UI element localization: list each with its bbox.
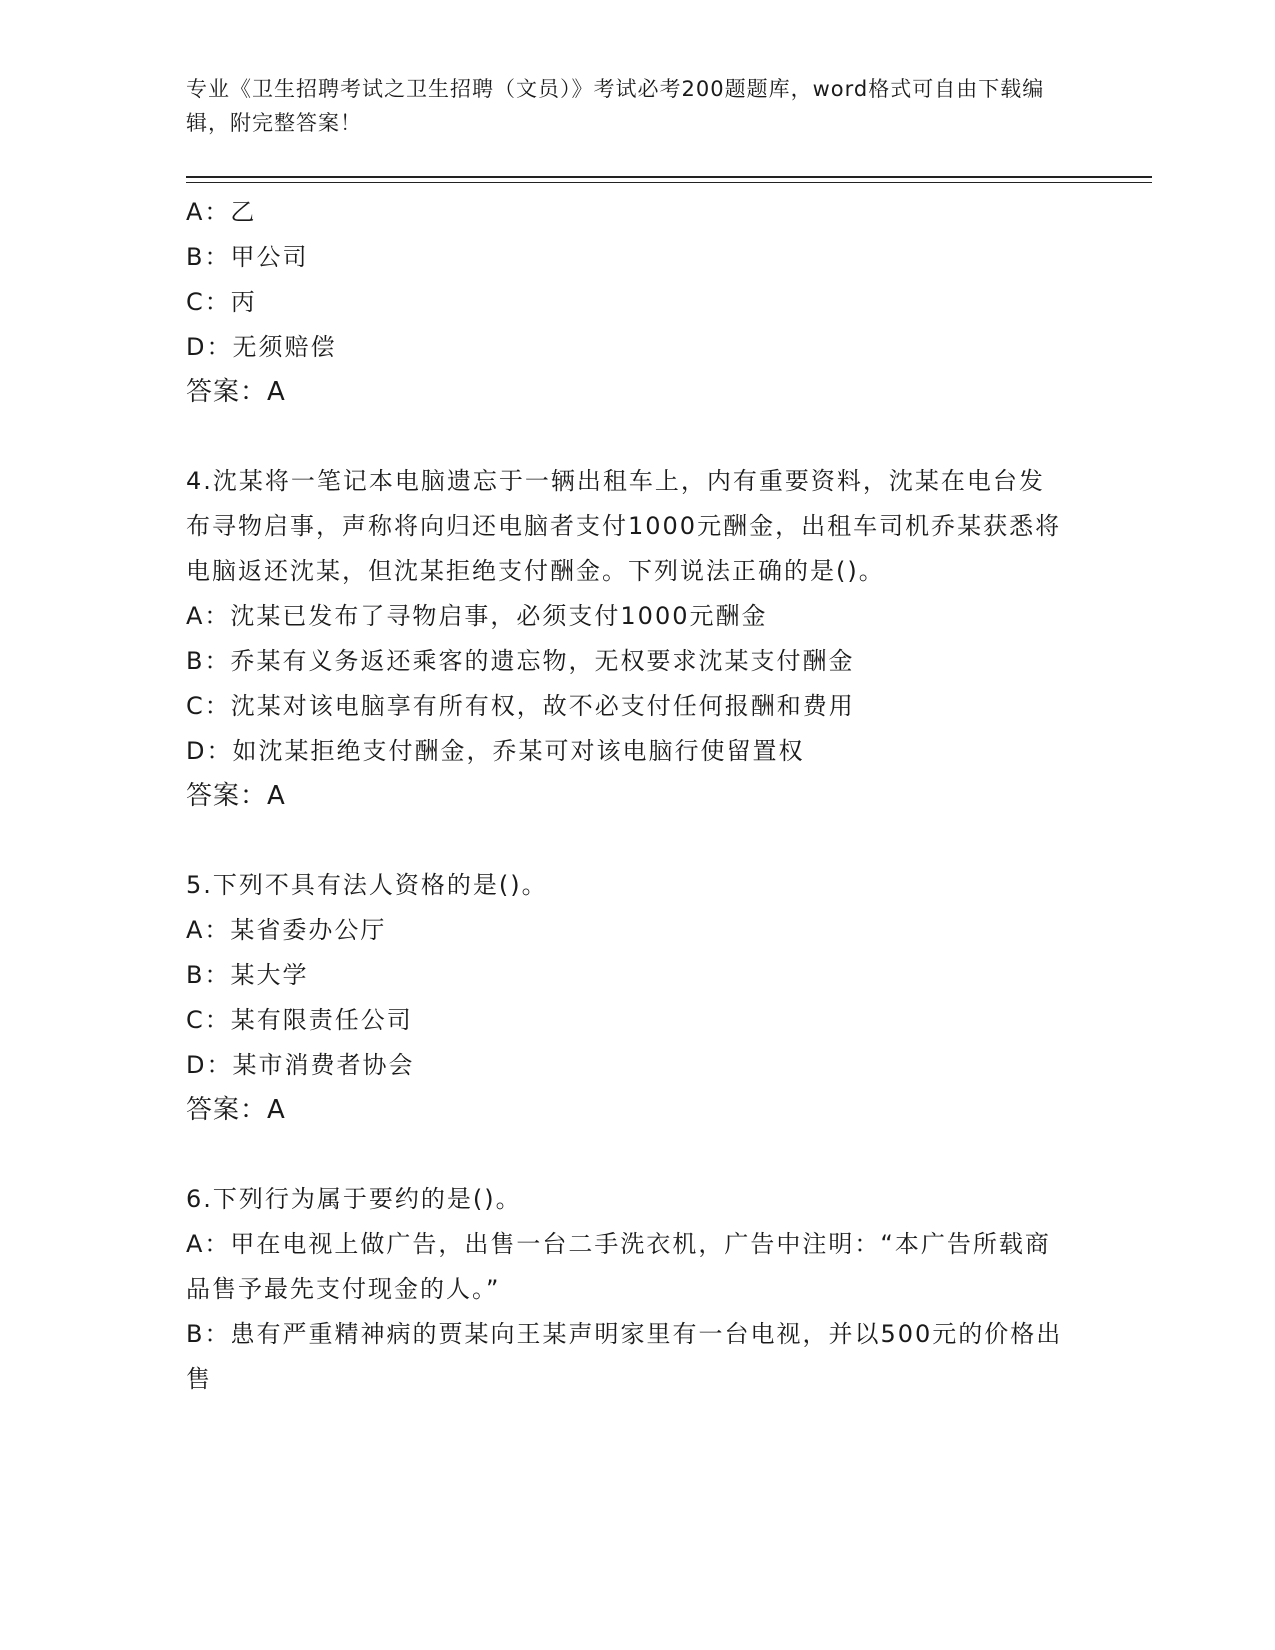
option-b: B：某大学: [186, 961, 309, 989]
option-b: B：患有严重精神病的贾某向王某声明家里有一台电视，并以500元的价格出售: [186, 1320, 1063, 1393]
option-b: B：甲公司: [186, 243, 309, 271]
option-a: A：乙: [186, 198, 257, 226]
question-stem: 4.沈某将一笔记本电脑遗忘于一辆出租车上，内有重要资料，沈某在电台发布寻物启事，声称将向归还电脑者支付1000元酬金，出租车司机乔某获悉将电脑返还沈某，但沈某拒绝支付酬金。下列说法正确的是()。: [186, 467, 1062, 585]
option-a: A：沈某已发布了寻物启事，必须支付1000元酬金: [186, 602, 768, 630]
answer-line: 答案：A: [186, 377, 286, 407]
question-4-block: [186, 459, 1066, 819]
answer-line: 答案：A: [186, 1095, 286, 1125]
option-d: D：如沈某拒绝支付酬金，乔某可对该电脑行使留置权: [186, 737, 805, 765]
question-content: [186, 190, 1066, 1402]
option-c: C：沈某对该电脑享有所有权，故不必支付任何报酬和费用: [186, 692, 855, 720]
question-stem: 6.下列行为属于要约的是()。: [186, 1185, 522, 1213]
spacer: [186, 1133, 1066, 1177]
option-c: C：某有限责任公司: [186, 1006, 413, 1034]
question-3-block: [186, 190, 1066, 415]
question-stem: 5.下列不具有法人资格的是()。: [186, 871, 548, 899]
spacer: [186, 415, 1066, 459]
document-header: 专业《卫生招聘考试之卫生招聘（文员）》考试必考200题题库，word格式可自由下载编辑，附完整答案！: [186, 77, 1045, 135]
spacer: [186, 819, 1066, 863]
header-rule-thick: [186, 176, 1152, 178]
option-c: C：丙: [186, 288, 257, 316]
option-b: B：乔某有义务返还乘客的遗忘物，无权要求沈某支付酬金: [186, 647, 855, 675]
question-6-block: [186, 1177, 1066, 1402]
header-rule-thin: [186, 182, 1152, 183]
option-a: A：甲在电视上做广告，出售一台二手洗衣机，广告中注明：“本广告所载商品售予最先支付现金的人。”: [186, 1230, 1051, 1303]
option-d: D：某市消费者协会: [186, 1051, 415, 1079]
question-5-block: [186, 863, 1066, 1133]
option-d: D：无须赔偿: [186, 333, 337, 361]
option-a: A：某省委办公厅: [186, 916, 387, 944]
answer-line: 答案：A: [186, 781, 286, 811]
